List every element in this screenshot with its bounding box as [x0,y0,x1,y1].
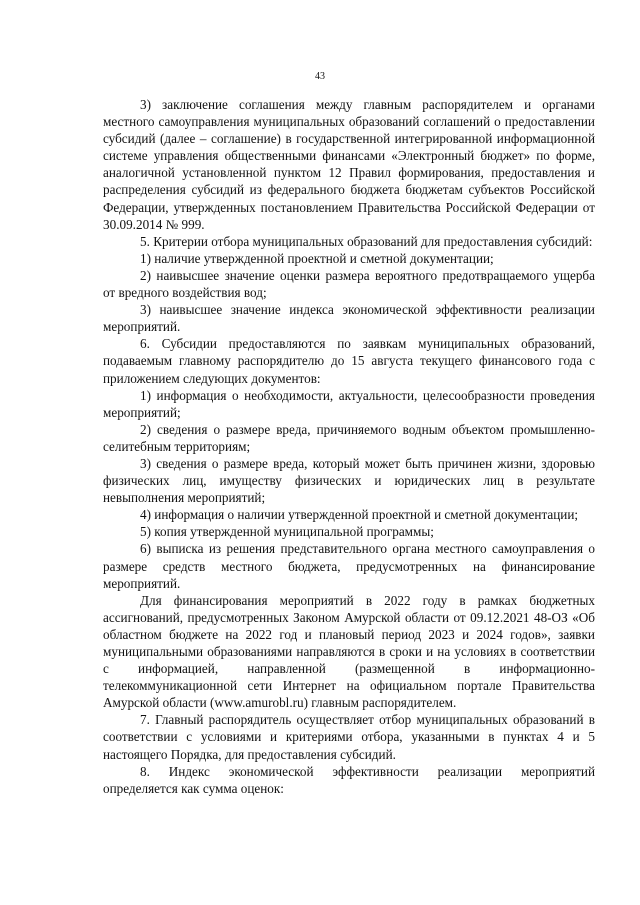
paragraph-7-selection: 7. Главный распорядитель осуществляет отбор муниципальных образований в соответствии с условиями и критериями отбора, указанными в пунктах 4 и 5 настоящего Порядка, для предоставления субсидий. [103,712,595,762]
paragraph-5-selection-criteria: 5. Критерии отбора муниципальных образований для предоставления субсидий: [140,233,593,249]
document-3-harm-to-persons: 3) сведения о размере вреда, который может быть причинен жизни, здоровью физических лиц, имуществу физических и юридических лиц в результате невыполнения мероприятий; [103,455,595,506]
document-body [103,96,595,797]
criterion-2-damage-estimate: 2) наивысшее значение оценки размера вероятного предотвращаемого ущерба от вредного воздействия вод; [103,267,595,301]
paragraph-2022-financing: Для финансирования мероприятий в 2022 году в рамках бюджетных ассигнований, предусмотренных Законом Амурской области от 09.12.2021 48-ОЗ «Об областном бюджете на 2022 год и плановый период 2023 и 2024 годов», заявки муниципальными образованиями направляются в сроки и на условиях в соответствии с информацией, направленной (размещенной в информационно-телекоммуникационной сети Интернет на официальном портале Правительства Амурской области (www.amurobl.ru) главным распорядителем. [103,592,595,711]
document-1-necessity-info: 1) информация о необходимости, актуальности, целесообразности проведения мероприятий; [103,387,595,420]
criterion-1-documentation: 1) наличие утвержденной проектной и сметной документации; [140,250,494,266]
paragraph-8-efficiency-index: 8. Индекс экономической эффективности реализации мероприятий определяется как сумма оценок: [103,763,595,796]
document-4-approved-docs: 4) информация о наличии утвержденной проектной и сметной документации; [140,507,579,523]
criterion-3-efficiency-index: 3) наивысшее значение индекса экономической эффективности реализации мероприятий. [103,302,595,335]
paragraph-3-agreement-conclusion: 3) заключение соглашения между главным распорядителем и органами местного самоуправления муниципальных образований соглашений о предоставлении субсидий (далее – соглашение) в государственной интегрированной информационной системе управления общественными финансами «Электронный бюджет» по форме, аналогичной установленной пунктом 12 Правил формирования, предоставления и распределения субсидий из федерального бюджета бюджетам субъектов Российской Федерации, утвержденных постановлением Правительства Российской Федерации от 30.09.2014 № 999. [103,97,595,232]
document-6-budget-extract: 6) выписка из решения представительного органа местного самоуправления о размере средств местного бюджета, предусмотренных на финансирование мероприятий. [103,541,595,591]
document-5-program-copy: 5) копия утвержденной муниципальной программы; [140,524,434,540]
document-2-harm-info: 2) сведения о размере вреда, причиняемого водным объектом промышленно-селитебным территориям; [103,421,595,454]
page-number: 43 [315,71,325,82]
paragraph-6-applications: 6. Субсидии предоставляются по заявкам муниципальных образований, подаваемым главному распорядителю до 15 августа текущего финансового года с приложением следующих документов: [103,336,595,386]
